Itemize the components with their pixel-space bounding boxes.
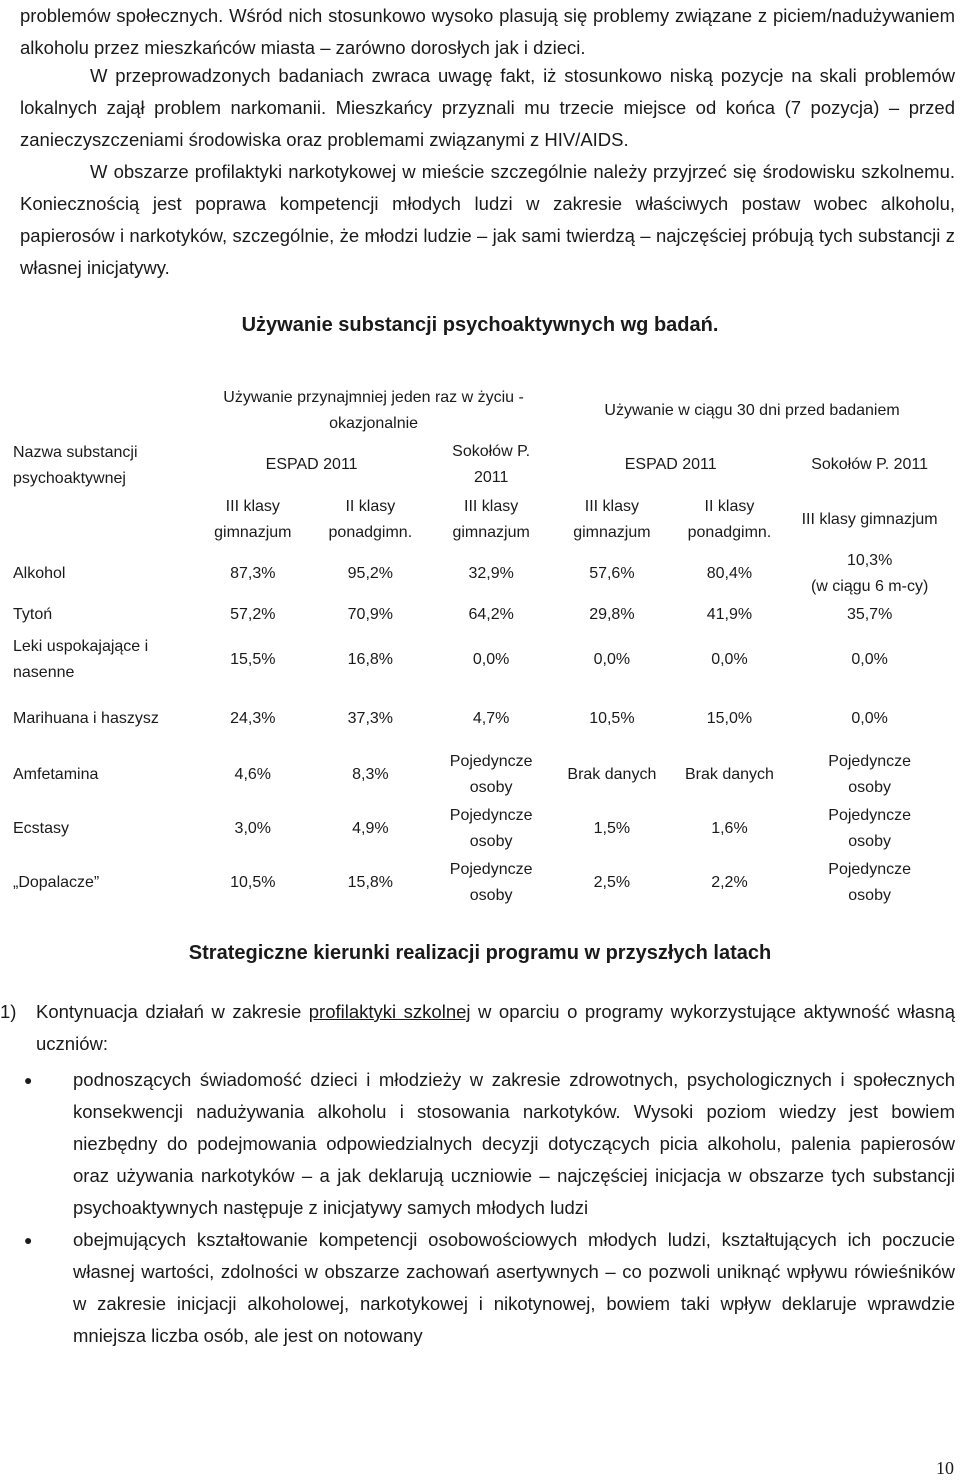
cell: 15,5% <box>230 651 276 668</box>
row-name: Marihuana i haszysz <box>13 710 159 727</box>
bullet-text: obejmujących kształtowanie kompetencji osobowościowych młodych ludzi, kształtujących ich poczucie własnej wartości, zdolności w obszarze zachowań asertywnych – co pozwoli uniknąć wpływu rówieśników w zakresie inicjacji alkoholowej, narkotykowej i nikotynowej, bowiem taki wpływ deklaruje wprawdzie mniejsza liczba osób, ale jest on notowany <box>73 1229 955 1346</box>
row-name: Leki uspokajające i nasenne <box>13 638 149 681</box>
cell: 15,8% <box>347 874 394 891</box>
cell: Brak danych <box>684 766 774 783</box>
subheader-pon-1: II klasy ponadgimn. <box>328 498 413 541</box>
list-item-text-pre: Kontynuacja działań w zakresie <box>36 1001 309 1022</box>
subheader-gim-4: III klasy gimnazjum <box>801 511 938 528</box>
header-sokolow-30days: Sokołów P. 2011 <box>811 456 929 473</box>
cell: 57,6% <box>589 565 635 582</box>
header-espad-30days: ESPAD 2011 <box>624 456 717 473</box>
page-number: 10 <box>936 1458 954 1478</box>
header-sokolow-lifetime: Sokołów P. 2011 <box>452 443 531 486</box>
school-prevention-term: profilaktyki szkolnej <box>308 1001 471 1022</box>
cell: 4,7% <box>472 710 510 727</box>
list-item <box>0 996 960 1060</box>
table-row <box>9 600 951 630</box>
cell: 3,0% <box>234 820 272 837</box>
cell: Brak danych <box>567 766 657 783</box>
bullet-text: podnoszących świadomość dzieci i młodzieży w zakresie zdrowotnych, psychologicznych i społecznych konsekwencji nadużywania alkoholu i stosowania narkotyków. Wysoki poziom wiedzy jest bowiem niezbędny do podejmowania odpowiedzialnych decyzji dotyczących picia alkoholu, palenia papierosów oraz używania narkotyków – a jak deklarują uczniowie – najczęściej inicjacja w obszarze tych substancji psychoaktywnych następuje z inicjatywy samych młodych ludzi <box>73 1069 955 1218</box>
paragraph-school-prevention: W obszarze profilaktyki narkotykowej w mieście szczególnie należy przyjrzeć się środowisku szkolnemu. Koniecznością jest poprawa kompetencji młodych ludzi w zakresie właściwych postaw wobec alkoholu, papierosów i narkotyków, szczególnie, że młodzi ludzie – jak sami twierdzą – najczęściej próbują tych substancji z własnej inicjatywy. <box>20 161 955 278</box>
cell: 1,6% <box>711 820 748 837</box>
directions-list <box>0 996 960 1352</box>
cell: 4,9% <box>352 820 389 837</box>
header-substance-name: Nazwa substancji psychoaktywnej <box>13 444 138 487</box>
cell: 29,8% <box>589 606 635 623</box>
subheader-pon-2: II klasy ponadgimn. <box>687 498 772 541</box>
table-row <box>9 548 951 600</box>
cell: 57,2% <box>230 606 276 623</box>
cell: 0,0% <box>851 710 888 727</box>
cell: 24,3% <box>230 710 276 727</box>
cell: 32,9% <box>468 565 514 582</box>
cell: 87,3% <box>230 565 276 582</box>
section-title: Strategiczne kierunki realizacji programu w przyszłych latach <box>188 942 772 964</box>
cell: 0,0% <box>472 651 510 668</box>
table-row <box>9 748 951 802</box>
cell: 35,7% <box>846 606 893 623</box>
cell: Pojedyncze osoby <box>449 753 533 796</box>
table-row <box>9 690 951 748</box>
list-item <box>24 1064 960 1224</box>
subheader-gim-3: III klasy gimnazjum <box>573 498 651 541</box>
cell: 70,9% <box>347 606 394 623</box>
cell: 1,5% <box>593 820 631 837</box>
cell: 41,9% <box>706 606 753 623</box>
cell: 0,0% <box>851 651 888 668</box>
cell: Pojedyncze osoby <box>449 861 533 904</box>
cell: Pojedyncze osoby <box>828 753 911 796</box>
row-name: Alkohol <box>13 565 66 582</box>
paragraph-social-problems: problemów społecznych. Wśród nich stosunkowo wysoko plasują się problemy związane z piciem/nadużywaniem alkoholu przez mieszkańców miasta – zarówno dorosłych jak i dzieci. <box>20 5 955 58</box>
header-espad-lifetime: ESPAD 2011 <box>265 456 358 473</box>
list-item-text <box>36 996 955 1060</box>
row-name: Ecstasy <box>13 820 70 837</box>
cell: 64,2% <box>468 606 514 623</box>
cell: Pojedyncze osoby <box>449 807 533 850</box>
table-title: Używanie substancji psychoaktywnych wg badań. <box>241 314 719 336</box>
list-item <box>24 1224 960 1352</box>
cell: 80,4% <box>706 565 753 582</box>
cell: Pojedyncze osoby <box>828 861 911 904</box>
header-30-days-use: Używanie w ciągu 30 dni przed badaniem <box>604 402 900 419</box>
cell: 10,5% <box>230 874 276 891</box>
cell: 16,8% <box>347 651 394 668</box>
table-row <box>9 856 951 910</box>
cell: 95,2% <box>347 565 394 582</box>
table-row <box>9 802 951 856</box>
bullet-list <box>0 1064 960 1352</box>
cell: 0,0% <box>593 651 631 668</box>
bullet-icon: ● <box>24 1232 33 1248</box>
cell: 10,5% <box>589 710 635 727</box>
cell: 2,5% <box>593 874 631 891</box>
cell: 10,3% (w ciągu 6 m-cy) <box>810 552 929 595</box>
cell: 4,6% <box>234 766 272 783</box>
cell: 2,2% <box>711 874 748 891</box>
list-item-text-post: w oparciu o programy wykorzystujące aktywność własną uczniów: <box>36 1001 955 1054</box>
list-number: 1) <box>0 1001 17 1022</box>
cell: 15,0% <box>706 710 753 727</box>
row-name: „Dopalacze” <box>13 874 100 891</box>
cell: 37,3% <box>347 710 394 727</box>
bullet-icon: ● <box>24 1072 33 1088</box>
cell: 0,0% <box>711 651 748 668</box>
cell: 8,3% <box>352 766 389 783</box>
table-row <box>9 630 951 690</box>
substance-usage-table <box>9 384 951 910</box>
row-name: Amfetamina <box>13 766 99 783</box>
cell: Pojedyncze osoby <box>828 807 911 850</box>
header-lifetime-use: Używanie przynajmniej jeden raz w życiu - okazjonalnie <box>223 389 524 432</box>
subheader-gim-2: III klasy gimnazjum <box>452 498 530 541</box>
row-name: Tytoń <box>13 606 53 623</box>
paragraph-drug-ranking: W przeprowadzonych badaniach zwraca uwagę fakt, iż stosunkowo niską pozycje na skali problemów lokalnych zajął problem narkomanii. Mieszkańcy przyznali mu trzecie miejsce od końca (7 pozycja) – przed zanieczyszczeniami środowiska oraz problemami związanymi z HIV/AIDS. <box>20 65 955 150</box>
subheader-gim-1: III klasy gimnazjum <box>214 498 292 541</box>
